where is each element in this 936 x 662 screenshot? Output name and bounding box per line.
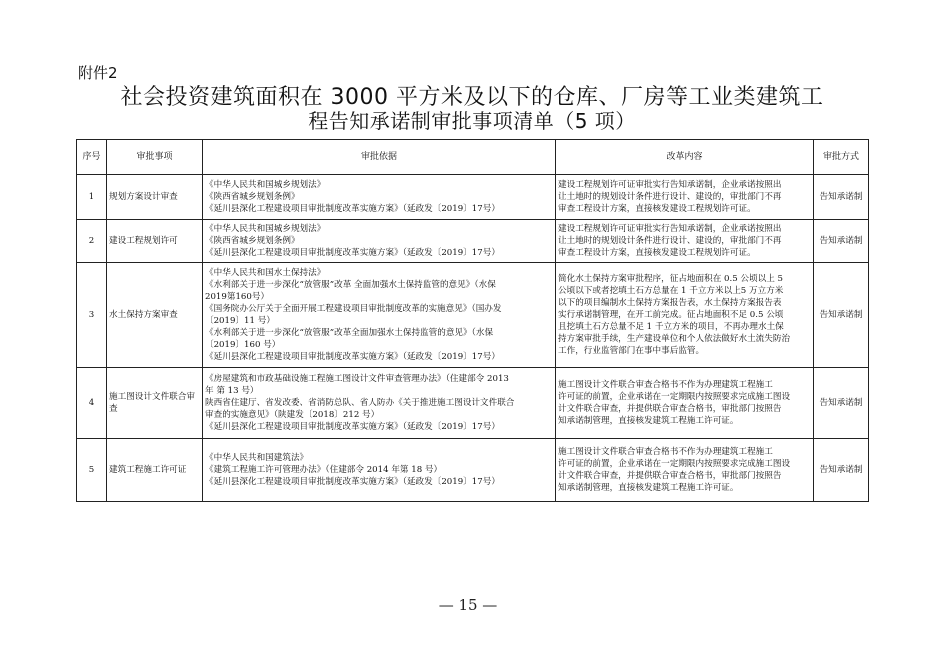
reform-line: 让土地时的规划设计条件进行设计、建设的，审批部门不再	[558, 236, 782, 246]
table-row	[77, 439, 869, 502]
basis-line: 审查的实施意见》（陕建发〔2018〕212 号）	[205, 410, 380, 420]
basis-line: 《中华人民共和国建筑法》	[205, 453, 309, 463]
reform-line: 公顷以下或者挖填土石方总量在 1 千立方米以上5 万立方米	[558, 286, 784, 296]
basis-line: 陕西省住建厅、省发改委、省消防总队、省人防办《关于推进施工图设计文件联合	[205, 398, 515, 408]
row-method: 告知承诺制	[814, 439, 869, 502]
basis-line: 《水利部关于进一步深化“放管服”改革全面加强水土保持监管的意见》（水保	[205, 328, 494, 338]
basis-line: 《建筑工程施工许可管理办法》（住建部令 2014 年第 18 号）	[205, 465, 443, 475]
reform-line: 且挖填土石方总量不足 1 千立方米的项目，不再办理水土保	[558, 322, 784, 332]
header-reform: 改革内容	[556, 140, 814, 175]
row-basis	[203, 263, 556, 368]
reform-line: 计文件联合审查，并提供联合审查合格书，审批部门按照告	[558, 404, 782, 414]
row-reform	[556, 220, 814, 263]
row-no: 4	[77, 368, 107, 439]
basis-line: 2019第160号）	[205, 292, 270, 302]
basis-line: 年 第 13 号）	[205, 386, 259, 396]
row-item: 建设工程规划许可	[107, 220, 203, 263]
table-row	[77, 175, 869, 220]
header-basis: 审批依据	[203, 140, 556, 175]
table-row	[77, 263, 869, 368]
document-title-line-2: 程告知承诺制审批事项清单（5 项）	[308, 109, 636, 133]
reform-line: 施工图设计文件联合审查合格书不作为办理建筑工程施工	[558, 380, 773, 390]
reform-line: 许可证的前置，企业承诺在一定期限内按照要求完成施工图设	[558, 392, 791, 402]
row-item-text: 施工图设计文件联合审查	[109, 392, 195, 414]
row-item	[107, 368, 203, 439]
row-method: 告知承诺制	[814, 263, 869, 368]
reform-line: 简化水土保持方案审批程序，征占地面积在 0.5 公顷以上 5	[558, 274, 783, 284]
row-reform	[556, 175, 814, 220]
page-number: — 15 —	[438, 596, 498, 614]
basis-line: 《延川县深化工程建设项目审批制度改革实施方案》（延政发〔2019〕17号）	[205, 352, 500, 362]
reform-line: 工作，行业监管部门在事中事后监管。	[558, 346, 705, 356]
header-method: 审批方式	[814, 140, 869, 175]
attachment-label: 附件2	[78, 64, 118, 82]
table-row	[77, 368, 869, 439]
row-basis	[203, 220, 556, 263]
reform-line: 知承诺制管理，直接核发建筑工程施工许可证。	[558, 416, 739, 426]
basis-line: 《国务院办公厅关于全面开展工程建设项目审批制度改革的实施意见》（国办发	[205, 304, 502, 314]
reform-line: 审查工程设计方案，直接核发建设工程规划许可证。	[558, 248, 756, 258]
row-item: 建筑工程施工许可证	[107, 439, 203, 502]
basis-line: 《中华人民共和国城乡规划法》	[205, 180, 326, 190]
reform-line: 建设工程规划许可证审批实行告知承诺制，企业承诺按照出	[558, 224, 782, 234]
row-item: 规划方案设计审查	[107, 175, 203, 220]
row-method: 告知承诺制	[814, 220, 869, 263]
row-basis	[203, 175, 556, 220]
reform-line: 建设工程规划许可证审批实行告知承诺制，企业承诺按照出	[558, 180, 782, 190]
basis-line: 〔2019〕160 号）	[205, 340, 281, 350]
table-header-row	[77, 140, 869, 175]
row-no: 5	[77, 439, 107, 502]
reform-line: 许可证的前置，企业承诺在一定期限内按照要求完成施工图设	[558, 459, 791, 469]
row-basis	[203, 439, 556, 502]
reform-line: 计文件联合审查，并提供联合审查合格书，审批部门按照告	[558, 471, 782, 481]
table-row	[77, 220, 869, 263]
row-reform	[556, 368, 814, 439]
basis-line: 《陕西省城乡规划条例》	[205, 192, 300, 202]
reform-line: 审查工程设计方案，直接核发建设工程规划许可证。	[558, 204, 756, 214]
document-title-line-1: 社会投资建筑面积在 3000 平方米及以下的仓库、厂房等工业类建筑工	[120, 85, 824, 110]
reform-line: 实行承诺制管理，在开工前完成。征占地面积不足 0.5 公顷	[558, 310, 784, 320]
row-basis	[203, 368, 556, 439]
row-no: 1	[77, 175, 107, 220]
reform-line: 让土地时的规划设计条件进行设计、建设的，审批部门不再	[558, 192, 782, 202]
row-method: 告知承诺制	[814, 368, 869, 439]
basis-line: 《中华人民共和国水土保持法》	[205, 268, 326, 278]
reform-line: 以下的项目编制水土保持方案报告表，水土保持方案报告表	[558, 298, 782, 308]
reform-line: 持方案审批手续，生产建设单位和个人依法做好水土流失防治	[558, 334, 791, 344]
basis-line: 《陕西省城乡规划条例》	[205, 236, 300, 246]
basis-line: 《中华人民共和国城乡规划法》	[205, 224, 326, 234]
row-method: 告知承诺制	[814, 175, 869, 220]
basis-line: 《延川县深化工程建设项目审批制度改革实施方案》（延政发〔2019〕17号）	[205, 248, 500, 258]
row-no: 3	[77, 263, 107, 368]
reform-line: 知承诺制管理，直接核发建筑工程施工许可证。	[558, 483, 739, 493]
header-item: 审批事项	[107, 140, 203, 175]
basis-line: 《延川县深化工程建设项目审批制度改革实施方案》（延政发〔2019〕17号）	[205, 422, 500, 432]
row-reform	[556, 439, 814, 502]
basis-line: 《水利部关于进一步深化“放管服”改革 全面加强水土保持监管的意见》（水保	[205, 280, 496, 290]
header-no: 序号	[77, 140, 107, 175]
basis-line: 《房屋建筑和市政基础设施工程施工图设计文件审查管理办法》（住建部令 2013	[205, 374, 509, 384]
basis-line: 〔2019〕11 号）	[205, 316, 275, 326]
basis-line: 《延川县深化工程建设项目审批制度改革实施方案》（延政发〔2019〕17号）	[205, 477, 500, 487]
row-reform	[556, 263, 814, 368]
approval-items-table	[76, 139, 869, 502]
basis-line: 《延川县深化工程建设项目审批制度改革实施方案》（延政发〔2019〕17号）	[205, 204, 500, 214]
row-item: 水土保持方案审查	[107, 263, 203, 368]
row-no: 2	[77, 220, 107, 263]
reform-line: 施工图设计文件联合审查合格书不作为办理建筑工程施工	[558, 447, 773, 457]
